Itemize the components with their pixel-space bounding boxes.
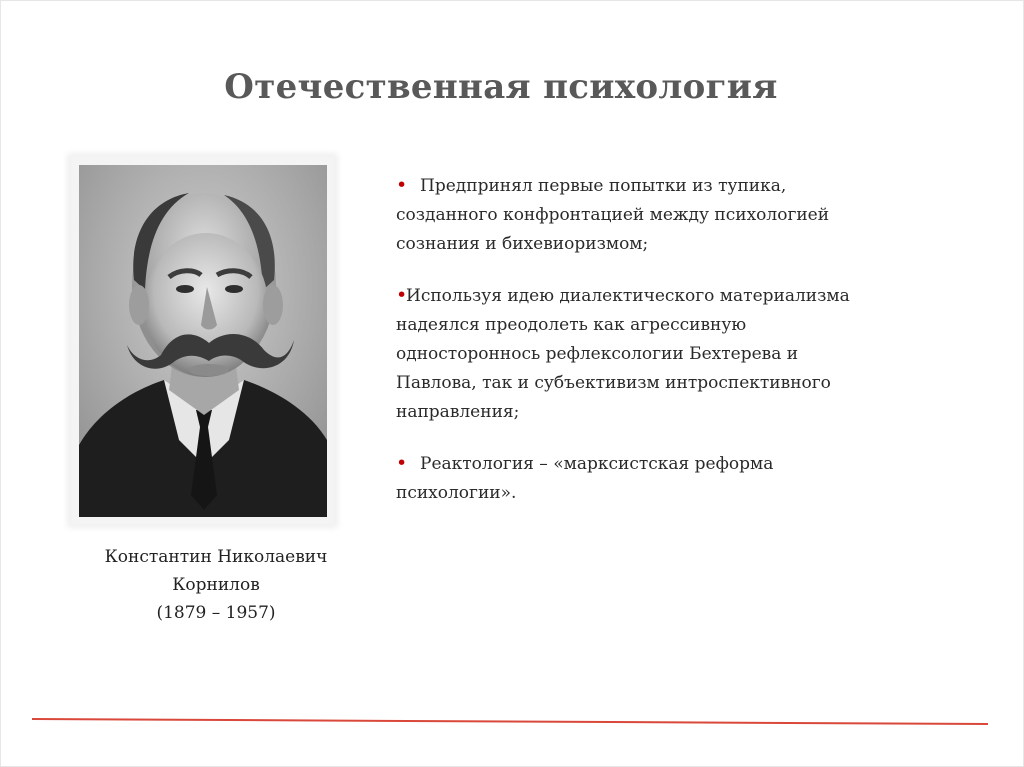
bullet-icon: • (396, 284, 408, 306)
bullet-text: направления; (396, 402, 520, 422)
bullet-icon: • (396, 174, 408, 196)
bullet-text: надеялся преодолеть как агрессивную (396, 315, 747, 335)
accent-divider-line (32, 718, 988, 725)
bullet-item (396, 281, 996, 427)
bullet-text: одностороннось рефлексологии Бехтерева и (396, 344, 799, 364)
bullet-list (396, 171, 996, 530)
slide-title: Отечественная психология (224, 67, 778, 107)
bullet-text: сознания и бихевиоризмом; (396, 234, 649, 254)
portrait-caption (71, 543, 361, 627)
portrait-photo (79, 165, 327, 517)
bullet-icon: • (396, 452, 408, 474)
bullet-text: Используя идею диалектического материализма (406, 286, 850, 306)
bullet-text: Предпринял первые попытки из тупика, (420, 176, 787, 196)
bullet-item (396, 171, 996, 259)
bullet-text: психологии». (396, 483, 517, 503)
bullet-text: Реактология – «марксистская реформа (420, 454, 774, 474)
bullet-text: созданного конфронтацией между психологией (396, 205, 830, 225)
bullet-item (396, 449, 996, 508)
caption-name: Константин Николаевич (104, 547, 328, 567)
caption-surname: Корнилов (172, 575, 260, 595)
bullet-text: Павлова, так и субъективизм интроспективного (396, 373, 831, 393)
caption-years: (1879 – 1957) (156, 603, 276, 623)
portrait-image (79, 165, 327, 517)
